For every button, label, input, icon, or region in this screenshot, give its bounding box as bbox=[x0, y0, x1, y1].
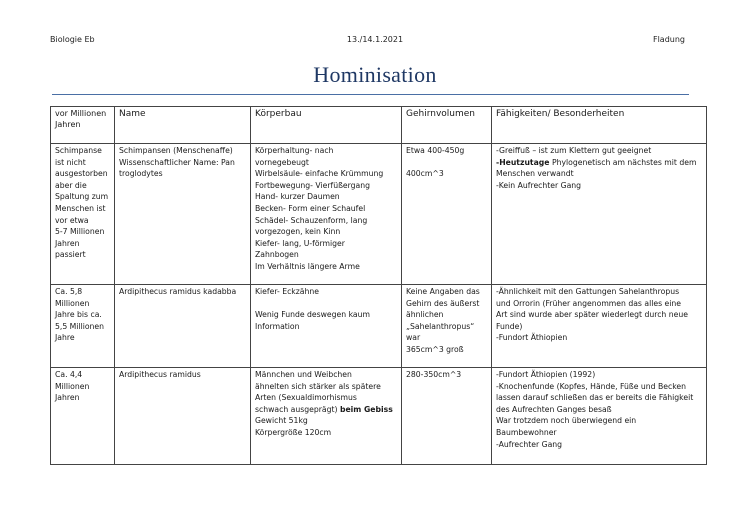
page-title: Hominisation bbox=[313, 62, 437, 87]
cell-brain: Keine Angaben das Gehirn des äußerst ähnlichen „Sahelanthropus“ war 365cm^3 groß bbox=[402, 285, 492, 368]
cell-time: Schimpanse ist nicht ausgestorben aber die Spaltung zum Menschen ist vor etwa 5-7 Millionen Jahren passiert bbox=[51, 144, 115, 285]
cell-name: Ardipithecus ramidus kadabba bbox=[115, 285, 251, 368]
cell-abilities: -Ähnlichkeit mit den Gattungen Sahelanthropus und Orrorin (Früher angenommen das alles eine Art sind wurde aber später wiederlegt durch neue Funde) -Fundort Äthiopien bbox=[492, 285, 707, 368]
header-name: Name bbox=[115, 107, 251, 144]
header-course: Biologie Eb bbox=[50, 35, 95, 44]
cell-body: Kiefer- Eckzähne Wenig Funde deswegen kaum Information bbox=[251, 285, 402, 368]
cell-name: Ardipithecus ramidus bbox=[115, 368, 251, 465]
cell-time: Ca. 4,4 Millionen Jahren bbox=[51, 368, 115, 465]
table-row bbox=[51, 144, 707, 285]
cell-abilities: -Greiffuß – ist zum Klettern gut geeignet -Heutzutage Phylogenetisch am nächstes mit dem Menschen verwandt -Kein Aufrechter Gang bbox=[492, 144, 707, 285]
header-time: vor Millionen Jahren bbox=[51, 107, 115, 144]
title-divider bbox=[52, 94, 689, 95]
table-row bbox=[51, 368, 707, 465]
cell-brain: 280-350cm^3 bbox=[402, 368, 492, 465]
header-author: Fladung bbox=[652, 35, 685, 44]
hominisation-table bbox=[50, 106, 707, 465]
table-row bbox=[51, 285, 707, 368]
cell-body: Körperhaltung- nach vornegebeugt Wirbelsäule- einfache Krümmung Fortbewegung- Vierfüßergang Hand- kurzer Daumen Becken- Form einer Schaufel Schädel- Schauzenform, lang vorgezogen, kein Kinn Kiefer- lang, U-förmiger Zahnbogen Im Verhältnis längere Arme bbox=[251, 144, 402, 285]
cell-body: Männchen und Weibchen ähnelten sich stärker als spätere Arten (Sexualdimorhismus schwach ausgeprägt) beim Gebiss Gewicht 51kg Körpergröße 120cm bbox=[251, 368, 402, 465]
cell-time: Ca. 5,8 Millionen Jahre bis ca. 5,5 Millionen Jahre bbox=[51, 285, 115, 368]
cell-name: Schimpansen (Menschenaffe) Wissenschaftlicher Name: Pan troglodytes bbox=[115, 144, 251, 285]
cell-abilities: -Fundort Äthiopien (1992) -Knochenfunde (Kopfes, Hände, Füße und Becken lassen darauf schließen das er bereits die Fähigkeit des Aufrechten Ganges besaß War trotzdem noch überwiegend ein Baumbewohner -Aufrechter Gang bbox=[492, 368, 707, 465]
header-brain: Gehirnvolumen bbox=[402, 107, 492, 144]
header-abilities: Fähigkeiten/ Besonderheiten bbox=[492, 107, 707, 144]
header-date: 13./14.1.2021 bbox=[346, 35, 404, 44]
table-header-row bbox=[51, 107, 707, 144]
header-body: Körperbau bbox=[251, 107, 402, 144]
cell-brain: Etwa 400-450g 400cm^3 bbox=[402, 144, 492, 285]
